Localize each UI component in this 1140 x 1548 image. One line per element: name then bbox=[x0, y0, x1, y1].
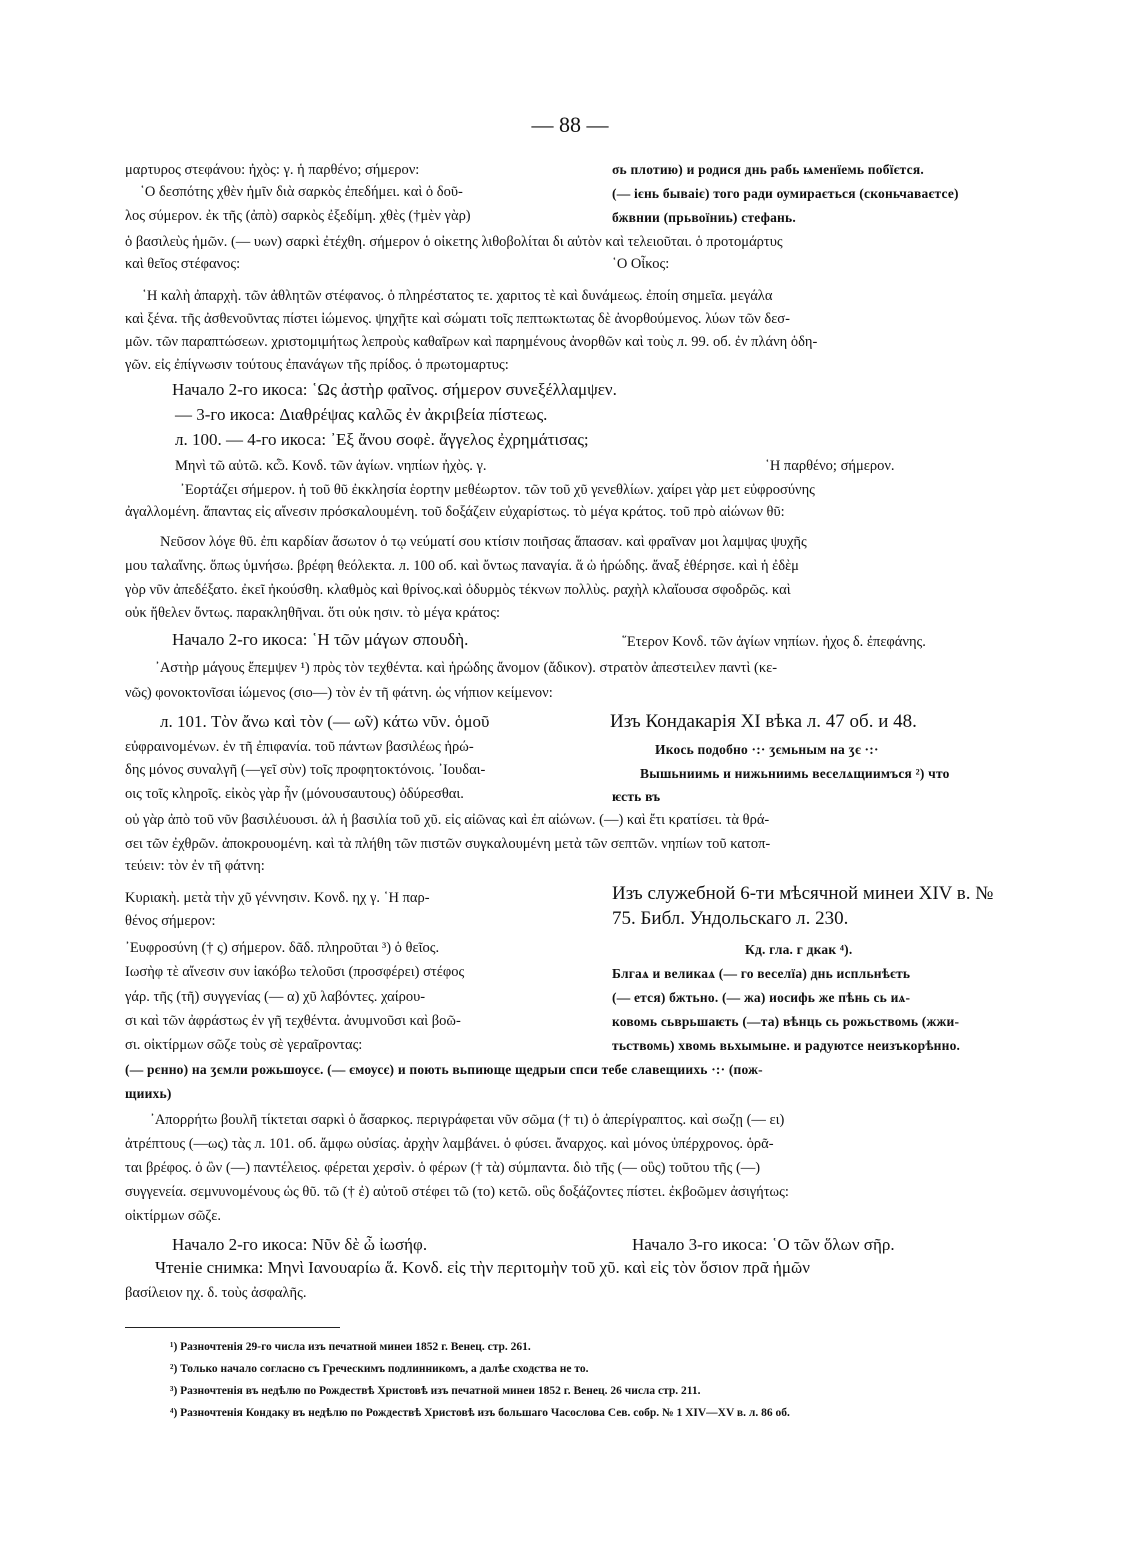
text-line: μου ταλαἴνης. ὅπως ὑμνήσω. βρέφη θεόλεκτα. л. 100 об. καὶ ὄντως παναγία. ἅ ὡ ἡρώδης. ἄναξ ἐθέρησε. καὶ ἡ ἐδὲμ bbox=[125, 558, 799, 574]
text-line: ѥсть въ bbox=[612, 789, 661, 804]
text-line: Κυριακὴ. μετὰ τὴν χῦ γέννησιν. Κονδ. ηχ γ. ῾Η παρ- bbox=[125, 890, 430, 906]
text-line: οἰκτίρμων σῶζε. bbox=[125, 1208, 221, 1224]
text-line: καὶ θεῖος στέφανος: bbox=[125, 256, 241, 272]
footnote: ¹) Разночтенія 29-го числа изъ печатной минеи 1852 г. Венец. стр. 261. bbox=[170, 1341, 531, 1353]
text-line: οὐκ ἤθελεν ὄντως. παρακληθῆναι. ὅτι οὐκ ησιν. τὸ μέγα κράτος: bbox=[125, 605, 501, 621]
text-line: σι καὶ τῶν ἀφράστως ἐν γῆ τεχθέντα. ἀνυμνοῦσι καὶ βοῶ- bbox=[125, 1013, 461, 1029]
text-line: Изъ служебной 6-ти мѣсячной минеи XIV в. № bbox=[612, 883, 994, 904]
text-line: ковомь сьврьшаѥть (—та) вѣнць сь рожьствомь (жжи- bbox=[612, 1014, 960, 1029]
text-line: σι. οἰκτίρμων σῶζε τοὺς σὲ γεραῖροντας: bbox=[125, 1037, 363, 1053]
text-line: Изъ Кондакарія XI вѣка л. 47 об. и 48. bbox=[610, 711, 917, 732]
text-line: щиихь) bbox=[125, 1086, 172, 1101]
text-line: Начало 2-го икоса: ῾Η τῶν μάγων σπουδὴ. bbox=[172, 630, 469, 649]
text-line: (— рєнно) на ӡємли рожьшоусє. (— ємоусє) и поють вьпиюще щедрыи спси тебе славещиихь ·:· (пож- bbox=[125, 1062, 763, 1077]
text-line: Νεῦσον λόγε θῦ. ἐπι καρδίαν ἄσωτον ὁ τῳ νεύματί σου κτίσιν ποιῆσας ἅπασαν. καὶ φραῖναν μοι λαμψας ψυχῆς bbox=[160, 534, 807, 550]
text-line: (— ієнь бываіє) того ради оумирається (сконьчаваєтсе) bbox=[612, 186, 959, 201]
text-line: λος σύμερον. ἐκ τῆς (ἀπὸ) σαρκὸς ἐξεδίμη. χθὲς (†μὲν γὰρ) bbox=[125, 208, 471, 224]
text-line: ῞Ετερον Κονδ. τῶν ἁγίων νηπίων. ἠχος δ. ἐπεφάνης. bbox=[622, 634, 926, 650]
text-line: ῾Ο Οἶκος: bbox=[612, 256, 670, 272]
text-line: οὐ γὰρ ἀπὸ τοῦ νῦν βασιλέυουσι. ἀλ ἡ βασιλία τοῦ χῦ. εἰς αἰῶνας καὶ ἐπ αἰώνων. (—) καὶ ἔτι κρατίσει. τὰ θρά- bbox=[125, 812, 770, 828]
text-line: οις τοῖς κληροῖς. εἰκὸς γὰρ ἦν (μόνουσαυτους) ὀδύρεσθαι. bbox=[125, 786, 464, 802]
text-line: бжвнии (прьвоїниь) стефань. bbox=[612, 210, 796, 225]
text-line: ται βρέφος. ὁ ὢν (—) παντέλειος. φέρεται χερσὶν. ὁ φέρων († τὰ) σύμπαντα. διὸ τῆς (— οὓς) τοῦτου τῆς (—) bbox=[125, 1160, 761, 1176]
text-line: Начало 2-го икоса: Νῦν δὲ ὦ ἰωσήφ. bbox=[172, 1235, 428, 1254]
footnote-rule bbox=[125, 1327, 340, 1328]
text-line: Μηνὶ τῶ αὐτῶ. κѽ. Κονδ. τῶν ἁγίων. νηπίων ἠχὸς. γ. bbox=[175, 458, 487, 474]
text-line: γάρ. τῆς (τῆ) συγγενίας (— α) χῦ λαβόντες. χαίρου- bbox=[125, 989, 426, 1005]
text-line: Начало 3-го икоса: ῾Ο τῶν ὅλων σῆρ. bbox=[632, 1235, 895, 1254]
text-line: σь плотию) и родися днь рабь ѩменїемь побїєтся. bbox=[612, 162, 924, 177]
text-line: εὐφραινομένων. ἐν τῆ ἐπιφανία. τοῦ πάντων βασιλέως ἡρώ- bbox=[125, 739, 474, 755]
text-line: ὁ βασιλεὺς ἡμῶν. (— υων) σαρκὶ ἐτέχθη. σήμερον ὁ οἰκετης λιθοβολίται δι αὐτὸν καὶ τελειοῦται. ὁ προτομάρτυς bbox=[125, 234, 783, 250]
text-line: Ιωσὴφ τὲ αἴνεσιν συν ἰακόβω τελοῦσι (προσφέρει) στέφος bbox=[125, 964, 465, 980]
text-line: Кд. гла. г дкак ⁴). bbox=[745, 942, 853, 957]
text-line: σει τῶν ἐχθρῶν. ἀποκρουομένη. καὶ τὰ πλήθη τῶν πιστῶν συγκαλουμένη μετὰ τῶν σεπτῶν. νηπίων τοῦ κατοπ- bbox=[125, 836, 771, 852]
text-line: καὶ ξένα. τῆς ἀσθενοῦντας πίστει ἰώμενος. ψηχῆτε καὶ σώματι τοῖς πεπτωκτωτας δὲ ἀνορθούμενος. λύων τῶν δεσ- bbox=[125, 311, 790, 327]
text-line: ᾿Ευφροσύνη († ς) σήμερον. δᾶδ. πληροῦται ³) ὁ θεῖος. bbox=[125, 940, 440, 956]
text-line: μῶν. τῶν παραπτώσεων. χριστομιμήτως λεπροὺς καθαῖρων καὶ παρημένους ἀνορθῶν καὶ τοὺς л. 99. об. ἐν πλάνη ὁδη- bbox=[125, 334, 818, 350]
text-line: γὸρ νῦν ἀπεδέξατο. ἐκεῖ ἠκούσθη. κλαθμὸς καὶ θρίνος.καὶ ὀδυρμὸς τέκνων πολλὺς. ραχὴλ κλαἴουσα σφοδρῶς. καὶ bbox=[125, 582, 791, 598]
text-line: Вышьниимь и нижьниимь веселѧщиимъся ²) что bbox=[640, 766, 950, 781]
text-line: ᾿Αστὴρ μάγους ἔπεμψεν ¹) πρὸς τὸν τεχθέντα. καὶ ἡρώδης ἄνομον (ἄδικον). στρατὸν ἀπεστειλεν παντὶ (κε- bbox=[155, 660, 778, 676]
text-line: θένος σήμερον: bbox=[125, 913, 216, 929]
text-line: δης μόνος συναλγῆ (—γεῖ σὺν) τοῖς προφητοκτόνοις. ᾿Ιουδαι- bbox=[125, 762, 486, 778]
text-line: ῾Η παρθένο; σήμερον. bbox=[765, 458, 895, 474]
footnote: ³) Разночтенія въ недѣлю по Рождествѣ Христовѣ изъ печатной минеи 1852 г. Венец. 26 числа стр. 211. bbox=[170, 1385, 701, 1397]
text-line: μαρτυρος στεφάνου: ἠχὸς: γ. ἡ παρθένο; σήμερον: bbox=[125, 162, 420, 178]
text-line: тьствомь) хвомь вьхымыне. и радуютсе неизъкорѣнно. bbox=[612, 1038, 961, 1053]
text-line: ἀτρέπτους (—ως) τὰς л. 101. об. ἄμφω οὐσίας. ἀρχὴν λαμβάνει. ὁ φύσει. ἄναρχος. καὶ μόνος ὑπέρχρονος. ὁρᾶ- bbox=[125, 1136, 774, 1152]
text-line: Блгаѧ и великаѧ (— го веселїа) днь испльнѣєть bbox=[612, 966, 911, 981]
page-number: — 88 — bbox=[531, 112, 609, 137]
footnote: ²) Только начало согласно съ Греческимъ подлинникомъ, а далѣе сходства не то. bbox=[170, 1363, 589, 1375]
text-line: τεύειν: τὸν ἐν τῆ φάτνη: bbox=[125, 858, 265, 874]
text-line: ῾Ο δεσπότης χθὲν ἡμῖν διὰ σαρκὸς ἐπεδήμει. καὶ ὁ δοῦ- bbox=[140, 184, 463, 200]
text-line: ᾿Απορρήτω βουλῆ τίκτεται σαρκὶ ὁ ἄσαρκος. περιγράφεται νῦν σῶμα († τι) ὁ ἀπερίγραπτος. καὶ σωζῃ (— ει) bbox=[150, 1112, 785, 1128]
text-line: βασίλειον ηχ. δ. τοὺς ἀσφαλῆς. bbox=[125, 1285, 307, 1301]
text-line: л. 101. Τὸν ἄνω καὶ τὸν (— ω̃ν) κάτω νῦν. ὁμοῦ bbox=[160, 712, 490, 731]
text-line: Икось подобно ·:· ӡємьным на ӡє ·:· bbox=[655, 742, 879, 757]
text-line: γῶν. εἰς ἐπίγνωσιν τούτους ἐπανάγων τῆς πρίδος. ὁ πρωτομαρτυς: bbox=[125, 357, 509, 373]
footnote: ⁴) Разночтенія Кондаку въ недѣлю по Рождествѣ Христовѣ изъ большаго Часослова Сев. собр. № 1 XIV—XV в. л. 86 об. bbox=[170, 1407, 790, 1419]
text-line: συγγενεία. σεμνυνομένους ὡς θῦ. τῶ († ἐ) αὐτοῦ στέφει τῶ (το) κετῶ. οὓς δοξάζοντες πίστει. ἐκβοῶμεν ἀσιγήτως: bbox=[125, 1184, 789, 1200]
text-line: ἀγαλλομένη. ἅπαντας εἰς αἴνεσιν πρόσκαλουμένη. τοῦ δοξάζειν εὐχαρίστως. τὸ μέγα κράτος. τοῦ πρὸ αἰώνων θῦ: bbox=[125, 504, 785, 520]
text-line: л. 100. — 4-го икоса: ᾿Εξ ἄνου σοφὲ. ἄγγελος ἐχρημάτισας; bbox=[175, 430, 589, 449]
text-line: — 3-го икоса: Διαθρέψας καλῶς ἐν ἀκριβεία πίστεως. bbox=[175, 405, 548, 424]
text-line: 75. Библ. Ундольскаго л. 230. bbox=[612, 908, 849, 929]
text-line: Начало 2-го икоса: ῾Ως ἀστὴρ φαῖνος. σήμερον συνεξέλλαμψεν. bbox=[172, 380, 617, 399]
text-line: ῾Η καλὴ ἀπαρχὴ. τῶν ἀθλητῶν στέφανος. ὁ πληρέστατος τε. χαριτος τὲ καὶ δυνάμεως. ἐποίη σημεῖα. μεγάλα bbox=[142, 288, 773, 304]
text-line: νῶς) φονοκτονῖσαι ἰώμενος (σιο—) τὸν ἐν τῆ φάτνη. ὡς νήπιον κείμενον: bbox=[125, 685, 553, 701]
text-line: Чтеніе снимка: Μηνὶ Ιανουαρίω ἅ. Κονδ. εἰς τὴν περιτομὴν τοῦ χῦ. καὶ εἰς τὸν ὅσιον πρᾶ ἡμῶν bbox=[155, 1258, 810, 1277]
text-line: ᾿Εορτάζει σήμερον. ἡ τοῦ θῦ ἐκκλησία ἑορτην μεθέωρτον. τῶν τοῦ χῦ γενεθλίων. χαίρει γὰρ μετ εὐφροσύνης bbox=[180, 482, 815, 498]
text-line: (— ется) бжтьно. (— жа) иосифь же пѣнь сь иѧ- bbox=[612, 990, 911, 1005]
